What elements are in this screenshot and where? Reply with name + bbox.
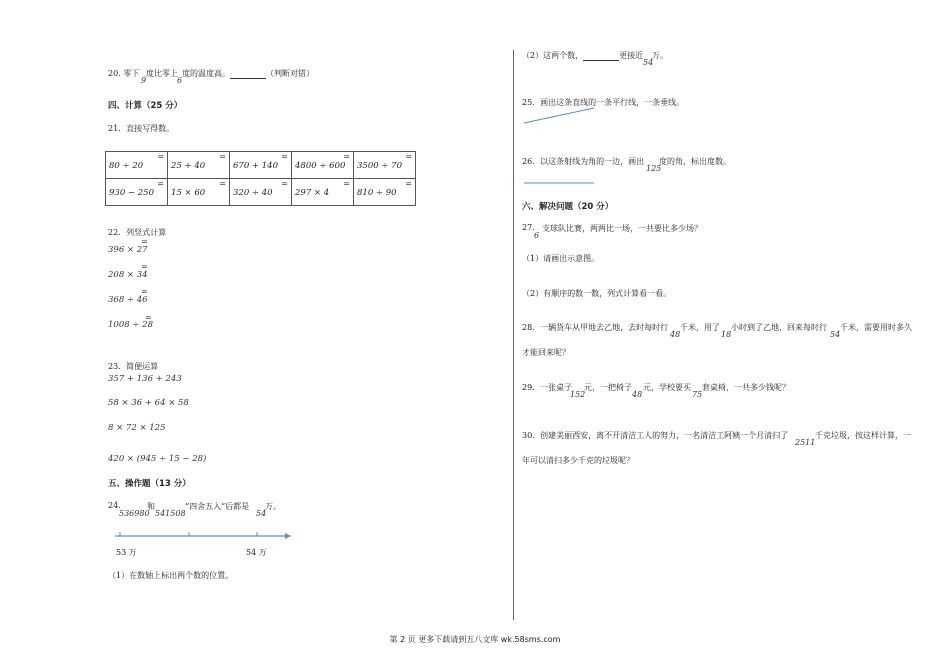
- q23-item: 8 × 72 × 125: [108, 423, 166, 433]
- q20-text3-label: 度的温度高。: [182, 69, 230, 78]
- q20-text1: 零下: [123, 69, 140, 78]
- section-4-title: 四、计算（25 分）: [108, 101, 183, 111]
- q20-text2: 度比零上: [146, 69, 178, 78]
- eq-sign: =: [145, 313, 152, 322]
- calc-cell[interactable]: [292, 179, 354, 206]
- calc-cell[interactable]: [168, 152, 230, 179]
- number-line[interactable]: [110, 528, 295, 544]
- q30-text3: 年可以清扫多少千克的垃圾呢？: [522, 456, 634, 465]
- q24-2-text3: 万。: [652, 51, 668, 60]
- q27-n: 6: [534, 231, 540, 240]
- q27-2: （2）有顺序的数一数，列式计算看一看。: [522, 289, 672, 298]
- q29-text3: 元，学校要买: [643, 383, 691, 392]
- q30-text1: 30．创建美丽西安，离不开清洁工人的努力，一名清洁工阿姨一个月清扫了: [522, 431, 789, 440]
- calc-expr: 4800 ÷ 600: [295, 161, 346, 171]
- calc-expr: 25 + 40: [171, 161, 206, 171]
- q28-text4: 千米，需要用时多久: [840, 323, 912, 332]
- section-5-title: 五、操作题（13 分）: [108, 479, 191, 489]
- calc-cell[interactable]: [354, 152, 416, 179]
- q28-text3: 小时到了乙地，回来每时行: [731, 323, 827, 332]
- q24-1: （1）在数轴上标出两个数的位置。: [108, 571, 234, 580]
- q24-2-n: 54: [643, 58, 654, 67]
- calc-expr: 15 × 60: [171, 188, 206, 198]
- answer-blank[interactable]: [583, 52, 619, 61]
- q24-n1: 536980: [119, 509, 150, 518]
- calc-cell[interactable]: [354, 179, 416, 206]
- q22-item: 368 ÷ 46: [108, 295, 148, 305]
- q20-num: 20.: [108, 69, 121, 78]
- q29-text2: 元，一把椅子: [584, 383, 632, 392]
- calc-cell[interactable]: [230, 179, 292, 206]
- eq-sign: =: [141, 262, 148, 271]
- q28-text5: 才能回来呢？: [522, 348, 570, 357]
- eq-sign: =: [219, 152, 226, 161]
- q20-frac1: 9: [141, 76, 147, 85]
- eq-sign: =: [141, 287, 148, 296]
- calc-table: [105, 151, 416, 206]
- calc-expr: 930 − 250: [109, 188, 154, 198]
- eq-sign: =: [405, 152, 412, 161]
- q26-text1: 26．以这条射线为角的一边，画出: [522, 157, 645, 166]
- q20-text4: （判断对错）: [266, 69, 314, 78]
- q30-n: 2511: [795, 438, 816, 447]
- q23-item: 58 × 36 + 64 × 58: [108, 398, 189, 408]
- q23-item: 357 + 136 + 243: [108, 374, 182, 384]
- q24-2-text1: （2）这两个数，: [522, 51, 584, 60]
- q22-title: 22．列竖式计算: [108, 228, 167, 237]
- q24-n3: 54: [256, 509, 267, 518]
- q23-item: 420 × (945 ÷ 15 − 28): [108, 454, 207, 464]
- q22-item: 1008 ÷ 28: [108, 320, 153, 330]
- q30-text2: 千克垃圾，按这样计算，一: [815, 431, 911, 440]
- page-footer: 第 2 页 更多下载请到五八文库 wk.58sms.com: [389, 635, 561, 644]
- calc-expr: 80 ÷ 20: [109, 161, 144, 171]
- q26-text2: 度的角，标出度数。: [659, 157, 731, 166]
- q24-2-text2: 更接近: [619, 51, 644, 60]
- eq-sign: =: [157, 179, 164, 188]
- eq-sign: =: [281, 152, 288, 161]
- q24-wan: 万。: [265, 502, 281, 511]
- eq-sign: =: [405, 179, 412, 188]
- q28-n1: 48: [670, 330, 681, 339]
- q29-n2: 48: [632, 390, 643, 399]
- q22-item: 208 × 34: [108, 270, 148, 280]
- eq-sign: =: [343, 179, 350, 188]
- calc-cell[interactable]: [230, 152, 292, 179]
- q24-2: [522, 50, 643, 61]
- q22-item: 396 × 27: [108, 245, 148, 255]
- q20-text3: [182, 68, 314, 79]
- q29-n3: 75: [692, 390, 703, 399]
- q29-n1: 152: [570, 390, 586, 399]
- calc-expr: 3500 ÷ 70: [357, 161, 402, 171]
- q28-n2: 18: [721, 330, 732, 339]
- q27-num: 27.: [522, 223, 535, 232]
- q29-text4: 套桌椅，一共多少钱呢？: [702, 383, 790, 392]
- calc-cell[interactable]: [106, 152, 168, 179]
- eq-sign: =: [141, 237, 148, 246]
- calc-expr: 810 ÷ 90: [357, 188, 397, 198]
- table-row: [106, 179, 416, 206]
- q20-frac2: 6: [177, 76, 183, 85]
- calc-cell[interactable]: [292, 152, 354, 179]
- given-ray: [522, 180, 597, 186]
- q24-num: 24.: [108, 501, 121, 510]
- eq-sign: =: [157, 152, 164, 161]
- calc-cell[interactable]: [168, 179, 230, 206]
- table-row: [106, 152, 416, 179]
- q28-n3: 54: [830, 330, 841, 339]
- column-divider: [513, 50, 514, 620]
- section-6-title: 六、解决问题（20 分）: [522, 202, 614, 212]
- q24-n2: 541508: [155, 509, 186, 518]
- answer-blank[interactable]: [230, 70, 266, 79]
- calc-expr: 670 + 140: [233, 161, 278, 171]
- q28-text1: 28．一辆货车从甲地去乙地，去时每时行: [522, 323, 669, 332]
- q27-1: （1）请画出示意图。: [522, 254, 600, 263]
- q27-text: 支球队比赛，两两比一场，一共要比多少场？: [542, 224, 702, 233]
- q24-quote: “四舍五入”后都是: [185, 502, 250, 511]
- q29-text1: 29．一张桌子: [522, 383, 573, 392]
- q21-title: 21．直接写得数。: [108, 124, 175, 133]
- eq-sign: =: [219, 179, 226, 188]
- q28-text2: 千米，用了: [680, 323, 720, 332]
- axis-label-left: 53 万: [116, 548, 137, 557]
- axis-label-right: 54 万: [246, 548, 267, 557]
- q24-and: 和: [147, 502, 155, 511]
- eq-sign: =: [343, 152, 350, 161]
- calc-expr: 297 × 4: [295, 188, 330, 198]
- q26-n: 125: [646, 164, 662, 173]
- calc-expr: 320 ÷ 40: [233, 188, 273, 198]
- q25-title: 25．画出这条直线的一条平行线，一条垂线。: [522, 98, 685, 107]
- q23-title: 23．简便运算: [108, 362, 159, 371]
- q20: [108, 68, 139, 79]
- calc-cell[interactable]: [106, 179, 168, 206]
- given-line: [522, 106, 597, 126]
- eq-sign: =: [281, 179, 288, 188]
